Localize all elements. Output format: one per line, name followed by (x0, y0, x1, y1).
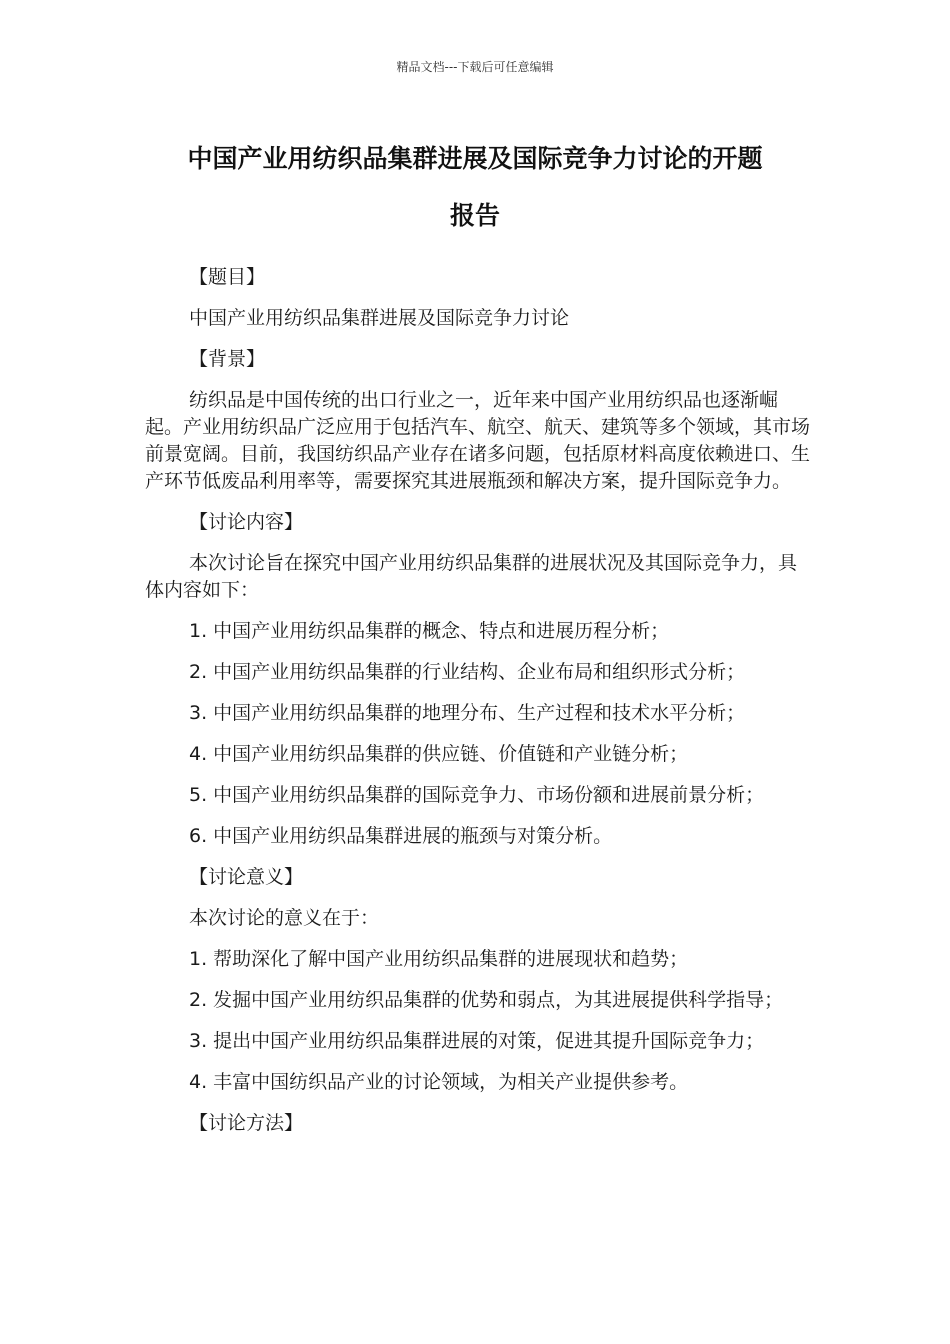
significance-item: 3. 提出中国产业用纺织品集群进展的对策，促进其提升国际竞争力； (189, 1030, 765, 1052)
method-heading: 【讨论方法】 (189, 1112, 304, 1134)
topic-heading: 【题目】 (189, 266, 266, 288)
content-item: 5. 中国产业用纺织品集群的国际竞争力、市场份额和进展前景分析； (189, 784, 765, 806)
content-heading: 【讨论内容】 (189, 511, 304, 533)
significance-item: 4. 丰富中国纺织品产业的讨论领域，为相关产业提供参考。 (189, 1071, 689, 1093)
content-item: 3. 中国产业用纺织品集群的地理分布、生产过程和技术水平分析； (189, 702, 746, 724)
content-item: 6. 中国产业用纺织品集群进展的瓶颈与对策分析。 (189, 825, 613, 847)
content-item: 2. 中国产业用纺织品集群的行业结构、企业布局和组织形式分析； (189, 661, 746, 683)
title-line-2: 报告 (449, 201, 500, 230)
significance-item: 1. 帮助深化了解中国产业用纺织品集群的进展现状和趋势； (189, 948, 689, 970)
page-header: 精品文档---下载后可任意编辑 (396, 60, 554, 74)
topic-text: 中国产业用纺织品集群进展及国际竞争力讨论 (189, 307, 570, 329)
content-item: 4. 中国产业用纺织品集群的供应链、价值链和产业链分析； (189, 743, 689, 765)
document-body (145, 264, 810, 1137)
significance-heading: 【讨论意义】 (189, 866, 304, 888)
document-title (120, 130, 830, 244)
content-intro: 本次讨论旨在探究中国产业用纺织品集群的进展状况及其国际竞争力，具体内容如下： (145, 552, 798, 601)
content-item: 1. 中国产业用纺织品集群的概念、特点和进展历程分析； (189, 620, 670, 642)
significance-item: 2. 发掘中国产业用纺织品集群的优势和弱点，为其进展提供科学指导； (189, 989, 784, 1011)
background-paragraph: 纺织品是中国传统的出口行业之一，近年来中国产业用纺织品也逐渐崛起。产业用纺织品广泛应用于包括汽车、航空、航天、建筑等多个领域，其市场前景宽阔。目前，我国纺织品产业存在诸多问题，包括原材料高度依赖进口、生产环节低废品利用率等，需要探究其进展瓶颈和解决方案，提升国际竞争力。 (145, 389, 811, 492)
background-heading: 【背景】 (189, 348, 266, 370)
significance-intro: 本次讨论的意义在于： (189, 907, 380, 929)
title-line-1: 中国产业用纺织品集群进展及国际竞争力讨论的开题 (187, 144, 763, 173)
